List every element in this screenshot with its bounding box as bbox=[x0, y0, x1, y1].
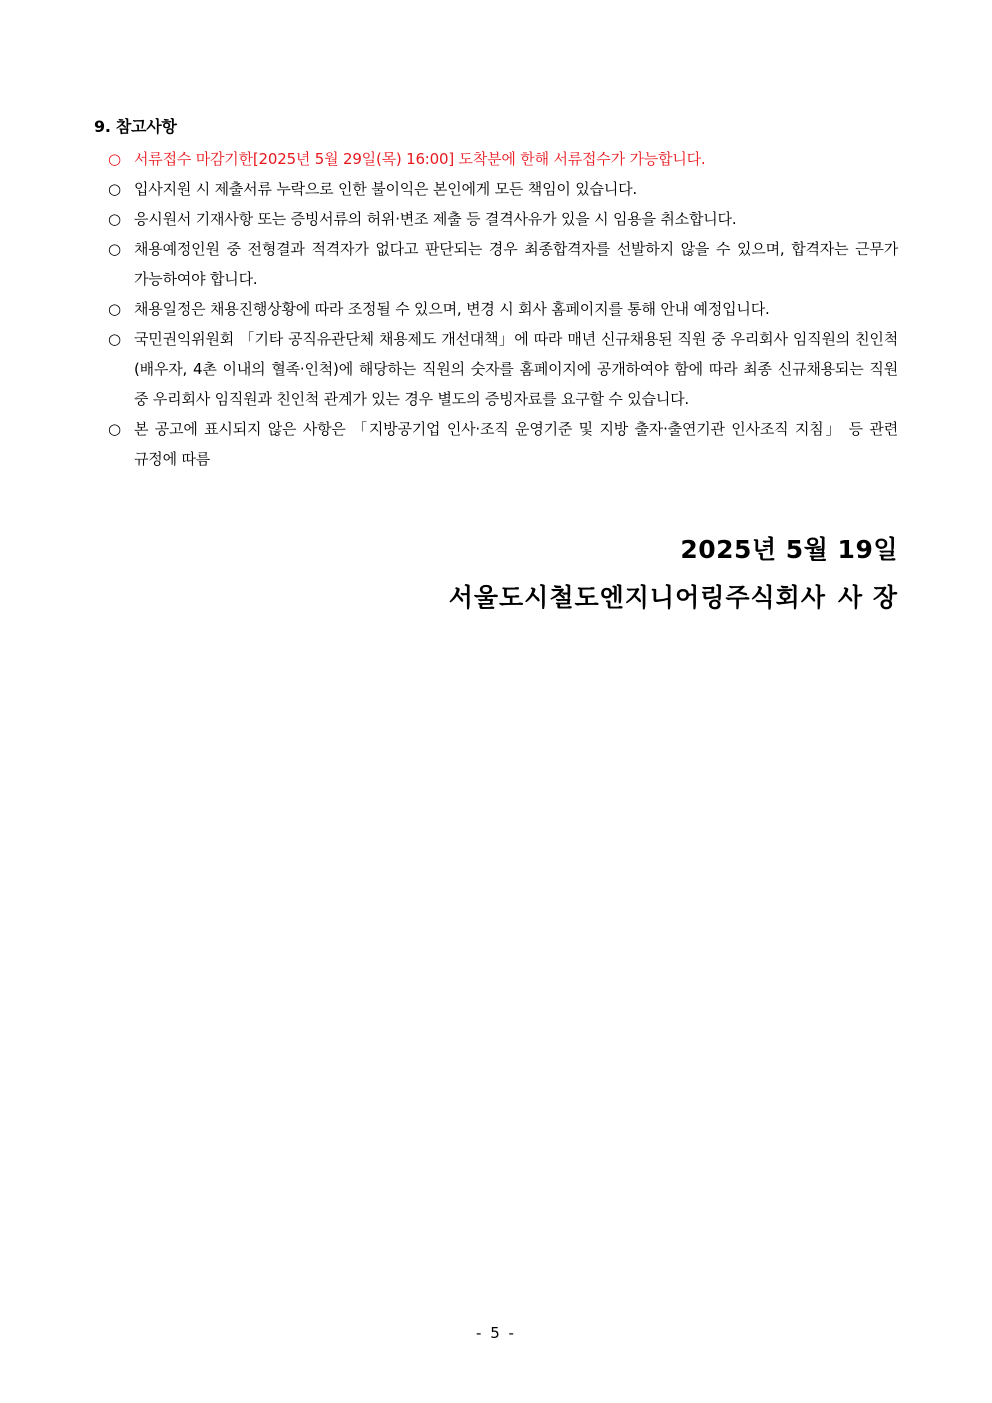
note-text: 본 공고에 표시되지 않은 사항은 「지방공기업 인사·조직 운영기준 및 지방 출자·출연기관 인사조직 지침」 등 관련 규정에 따름 bbox=[134, 420, 898, 468]
note-text: 채용예정인원 중 전형결과 적격자가 없다고 판단되는 경우 최종합격자를 선발하지 않을 수 있으며, 합격자는 근무가 가능하여야 합니다. bbox=[134, 240, 898, 288]
signer-title: 사 장 bbox=[837, 583, 898, 612]
company-name: 서울도시철도엔지니어링주식회사 bbox=[448, 583, 826, 612]
circle-bullet-icon: ○ bbox=[108, 300, 121, 318]
note-no-qualified-applicant bbox=[108, 234, 898, 294]
note-relatives-disclosure bbox=[108, 324, 898, 414]
circle-bullet-icon: ○ bbox=[108, 150, 121, 168]
circle-bullet-icon: ○ bbox=[108, 240, 121, 258]
note-text: 입사지원 시 제출서류 누락으로 인한 불이익은 본인에게 모든 책임이 있습니다. bbox=[134, 180, 637, 198]
circle-bullet-icon: ○ bbox=[108, 210, 121, 228]
note-missing-documents bbox=[108, 174, 898, 204]
section-title: 9. 참고사항 bbox=[94, 117, 177, 136]
note-text: 응시원서 기재사항 또는 증빙서류의 허위·변조 제출 등 결격사유가 있을 시 임용을 취소합니다. bbox=[134, 210, 737, 228]
notes-list bbox=[108, 144, 898, 474]
note-text: 채용일정은 채용진행상황에 따라 조정될 수 있으며, 변경 시 회사 홈페이지를 통해 안내 예정입니다. bbox=[134, 300, 770, 318]
note-text: 국민권익위원회 「기타 공직유관단체 채용제도 개선대책」에 따라 매년 신규채용된 직원 중 우리회사 임직원의 친인척(배우자, 4촌 이내의 혈족·인척)에 해당하는 직원의 숫자를 홈페이지에 공개하여야 함에 따라 최종 신규채용되는 직원 중 우리회사 임직원과 친인척 관계가 있는 경우 별도의 증빙자료를 요구할 수 있습니다. bbox=[134, 330, 898, 408]
circle-bullet-icon: ○ bbox=[108, 330, 121, 348]
signer bbox=[449, 580, 898, 616]
note-text: 서류접수 마감기한[2025년 5월 29일(목) 16:00] 도착분에 한해 서류접수가 가능합니다. bbox=[134, 150, 706, 168]
note-other-regulations bbox=[108, 414, 898, 474]
note-schedule-change bbox=[108, 294, 898, 324]
note-false-statement bbox=[108, 204, 898, 234]
circle-bullet-icon: ○ bbox=[108, 180, 121, 198]
note-deadline bbox=[108, 144, 898, 174]
page-number: - 5 - bbox=[476, 1324, 516, 1342]
circle-bullet-icon: ○ bbox=[108, 420, 121, 438]
announcement-date: 2025년 5월 19일 bbox=[680, 535, 898, 564]
